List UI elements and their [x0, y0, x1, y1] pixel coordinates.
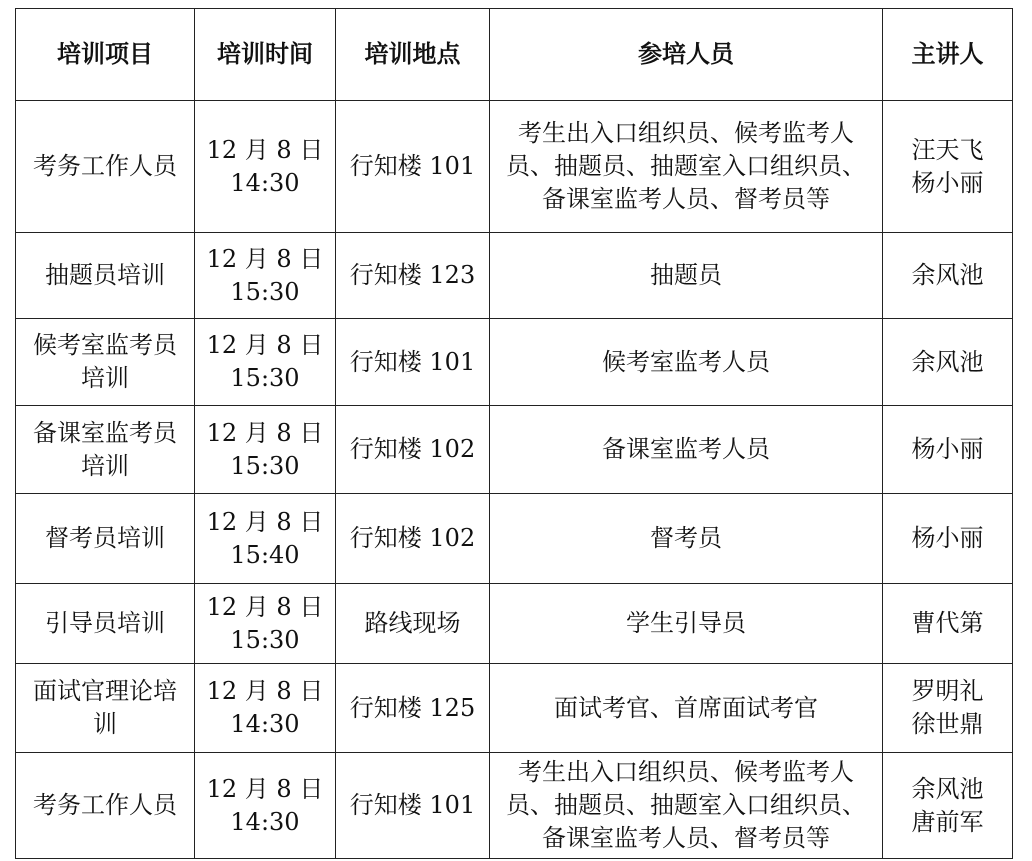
time-text: 15:30	[230, 625, 300, 654]
attendees-cell: 抽题员	[490, 233, 883, 319]
time-cell	[195, 664, 336, 753]
date-text: 12 月 8 日	[206, 135, 324, 164]
time-text: 14:30	[230, 807, 300, 836]
place-cell: 路线现场	[336, 584, 490, 664]
date-text: 12 月 8 日	[206, 507, 324, 536]
speaker-name: 余风池	[911, 774, 984, 803]
header-place: 培训地点	[336, 9, 490, 101]
place-cell: 行知楼 101	[336, 101, 490, 233]
time-cell	[195, 584, 336, 664]
table-row	[16, 233, 1013, 319]
table-row	[16, 406, 1013, 494]
time-text: 15:30	[230, 451, 300, 480]
speaker-cell	[883, 753, 1013, 859]
place-cell: 行知楼 102	[336, 406, 490, 494]
item-cell: 考务工作人员	[16, 101, 195, 233]
time-cell	[195, 101, 336, 233]
item-cell: 备课室监考员培训	[16, 406, 195, 494]
time-cell	[195, 753, 336, 859]
date-text: 12 月 8 日	[206, 244, 324, 273]
table-row	[16, 664, 1013, 753]
date-text: 12 月 8 日	[206, 592, 324, 621]
speaker-name: 杨小丽	[911, 435, 984, 463]
time-text: 15:40	[230, 540, 300, 569]
header-speaker: 主讲人	[883, 9, 1013, 101]
attendees-cell: 备课室监考人员	[490, 406, 883, 494]
attendees-cell: 学生引导员	[490, 584, 883, 664]
place-cell: 行知楼 123	[336, 233, 490, 319]
header-attendees: 参培人员	[490, 9, 883, 101]
attendees-cell: 面试考官、首席面试考官	[490, 664, 883, 753]
date-text: 12 月 8 日	[206, 418, 324, 447]
attendees-cell: 督考员	[490, 494, 883, 584]
speaker-name: 汪天飞	[911, 135, 984, 164]
speaker-name: 余风池	[911, 347, 984, 376]
time-cell	[195, 494, 336, 584]
time-text: 14:30	[230, 710, 300, 738]
attendees-cell: 候考室监考人员	[490, 319, 883, 406]
speaker-cell	[883, 406, 1013, 494]
time-text: 15:30	[230, 277, 300, 306]
item-cell: 引导员培训	[16, 584, 195, 664]
attendees-cell: 考生出入口组织员、候考监考人员、抽题员、抽题室入口组织员、备课室监考人员、督考员等	[490, 101, 883, 233]
speaker-name: 曹代第	[911, 609, 984, 637]
speaker-name: 唐前军	[911, 807, 984, 836]
item-cell: 候考室监考员培训	[16, 319, 195, 406]
speaker-cell	[883, 233, 1013, 319]
place-cell: 行知楼 102	[336, 494, 490, 584]
training-schedule-table	[15, 8, 1013, 859]
item-cell: 考务工作人员	[16, 753, 195, 859]
speaker-name: 余风池	[911, 261, 984, 289]
speaker-name: 罗明礼	[911, 677, 984, 705]
table-row	[16, 101, 1013, 233]
item-cell: 督考员培训	[16, 494, 195, 584]
time-cell	[195, 319, 336, 406]
speaker-name: 徐世鼎	[911, 710, 984, 738]
table-row	[16, 494, 1013, 584]
table-row	[16, 753, 1013, 859]
header-item: 培训项目	[16, 9, 195, 101]
speaker-cell	[883, 319, 1013, 406]
speaker-cell	[883, 664, 1013, 753]
header-row	[16, 9, 1013, 101]
table-row	[16, 584, 1013, 664]
speaker-name: 杨小丽	[911, 524, 984, 552]
time-text: 14:30	[230, 168, 300, 197]
speaker-cell	[883, 101, 1013, 233]
table-row	[16, 319, 1013, 406]
place-cell: 行知楼 125	[336, 664, 490, 753]
date-text: 12 月 8 日	[206, 331, 324, 359]
place-cell: 行知楼 101	[336, 319, 490, 406]
speaker-cell	[883, 494, 1013, 584]
attendees-cell: 考生出入口组织员、候考监考人员、抽题员、抽题室入口组织员、备课室监考人员、督考员等	[490, 753, 883, 859]
date-text: 12 月 8 日	[206, 774, 324, 803]
item-cell: 面试官理论培训	[16, 664, 195, 753]
item-cell: 抽题员培训	[16, 233, 195, 319]
place-cell: 行知楼 101	[336, 753, 490, 859]
speaker-cell	[883, 584, 1013, 664]
time-cell	[195, 406, 336, 494]
header-time: 培训时间	[195, 9, 336, 101]
date-text: 12 月 8 日	[206, 677, 324, 705]
time-text: 15:30	[230, 364, 300, 392]
time-cell	[195, 233, 336, 319]
speaker-name: 杨小丽	[911, 168, 984, 197]
